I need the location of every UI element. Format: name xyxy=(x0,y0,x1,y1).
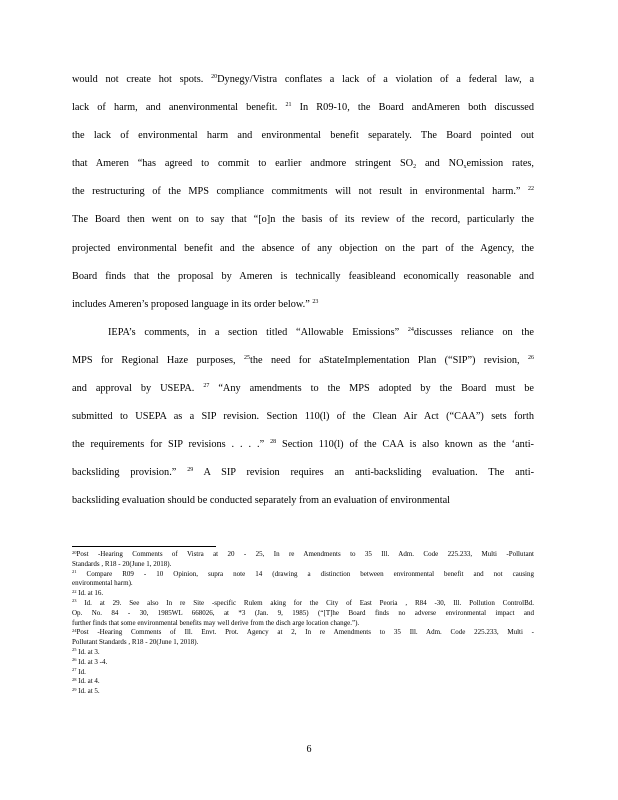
body-line-text: projected environmental benefit and the absence of any objection on the part of the Agency, the xyxy=(72,242,534,254)
footnote-text: Id. at 3 -4. xyxy=(76,657,108,666)
footnote-ref: 26 xyxy=(527,354,534,361)
footnote-text: Id. at 16. xyxy=(76,589,104,598)
footnote-ref: 29 xyxy=(187,467,194,474)
body-line xyxy=(72,403,534,431)
footnote-ref: 28 xyxy=(270,439,277,446)
footnote-line xyxy=(72,687,534,697)
body-line-text: IEPA’s comments, in a section titled “Allowable Emissions” xyxy=(108,326,408,338)
footnote-line xyxy=(72,619,534,629)
footnote-line xyxy=(72,579,534,589)
body-line xyxy=(72,178,534,206)
body-line xyxy=(72,347,534,375)
body-line xyxy=(72,459,534,487)
footnote-line xyxy=(72,560,534,570)
footnote-text: Id. at 5. xyxy=(76,687,100,696)
footnote-ref: 23 xyxy=(312,298,319,305)
footnote-line xyxy=(72,677,534,687)
footnote-text: Id. at 4. xyxy=(76,677,100,686)
footnote xyxy=(72,628,534,648)
body-line-text: and approval by USEPA. xyxy=(72,383,204,395)
footnote-line xyxy=(72,638,534,648)
body-line-text: discusses reliance on the xyxy=(413,326,534,338)
body-line-text: would not create hot spots. xyxy=(72,74,212,85)
footnote-number: 28 xyxy=(72,676,77,682)
footnote-ref: 25 xyxy=(244,354,251,361)
body-line xyxy=(72,122,534,150)
body-line-text: The Board then went on to say that “[o]n the basis of its review of the record, particularly the xyxy=(72,214,534,226)
subscript: 2 xyxy=(413,164,417,171)
footnote-ref: 20 xyxy=(211,74,218,80)
footnote xyxy=(72,668,534,678)
body-line xyxy=(72,375,534,403)
footnote-number: 23 xyxy=(72,598,77,604)
footnote-line xyxy=(72,589,534,599)
footnote-number: 21 xyxy=(72,569,77,575)
body-line-text: In R09-10, the Board andAmeren both discussed xyxy=(291,102,534,114)
footnote-separator xyxy=(72,546,216,547)
body-line-text: MPS for Regional Haze purposes, xyxy=(72,354,245,366)
body-line-text: Dynegy/Vistra conflates a lack of a violation of a federal law, a xyxy=(217,74,535,85)
body-line xyxy=(72,263,534,291)
footnote-line xyxy=(72,628,534,638)
footnote-text: Id. at 29. See also In re Site -specific Rulem aking for the City of East Peoria , R84 -30, Ill. Pollution ControlBd. xyxy=(76,598,534,607)
body-line-text: submitted to USEPA as a SIP revision. Section 110(l) of the Clean Air Act (“CAA”) sets forth xyxy=(72,411,534,423)
footnote-line xyxy=(72,668,534,678)
body-line xyxy=(72,291,534,319)
footnote-text: environmental harm). xyxy=(72,579,133,588)
body-line xyxy=(72,319,534,347)
footnote-number: 25 xyxy=(72,647,77,653)
body-line-text: Section 110(l) of the CAA is also known as the ‘anti- xyxy=(276,439,534,451)
body-line-text: includes Ameren’s proposed language in its order below.” xyxy=(72,298,313,310)
body-line-text: and NO xyxy=(416,158,464,170)
footnote-number: 22 xyxy=(72,588,77,594)
body-line xyxy=(72,94,534,122)
footnote xyxy=(72,570,534,590)
footnote-line xyxy=(72,570,534,580)
body-line xyxy=(72,206,534,234)
body-line-text: emission rates, xyxy=(466,158,535,170)
footnote-ref: 24 xyxy=(407,326,414,333)
footnote-text: Id. at 3. xyxy=(76,647,100,656)
subscript: x xyxy=(463,164,467,171)
footnote-number: 29 xyxy=(72,686,77,692)
footnote-line xyxy=(72,609,534,619)
footnote-number: 27 xyxy=(72,667,77,673)
footnote-number: 20 xyxy=(72,549,77,555)
footnotes xyxy=(72,550,534,697)
body-line-text: the requirements for SIP revisions . . . .” xyxy=(72,439,271,451)
footnote xyxy=(72,687,534,697)
footnote xyxy=(72,677,534,687)
footnote-number: 26 xyxy=(72,657,77,663)
body-line-text: Board finds that the proposal by Ameren is technically feasibleand economically reasonable and xyxy=(72,270,534,282)
body-line-text: backsliding provision.” xyxy=(72,467,188,479)
body-line-text: the restructuring of the MPS compliance commitments will not result in environmental harm.” xyxy=(72,186,528,198)
body-line xyxy=(72,66,534,94)
body-line xyxy=(72,431,534,459)
body-line-text: A SIP revision requires an anti-backsliding evaluation. The anti- xyxy=(193,467,534,479)
footnote-ref: 22 xyxy=(528,186,534,193)
footnote xyxy=(72,589,534,599)
footnote-line xyxy=(72,599,534,609)
footnote xyxy=(72,648,534,658)
footnote-text: Id. xyxy=(76,667,86,676)
body-line-text: that Ameren “has agreed to commit to earlier andmore stringent SO xyxy=(72,158,414,170)
body-text xyxy=(72,66,534,516)
footnote xyxy=(72,658,534,668)
body-line-text: the lack of environmental harm and environmental benefit separately. The Board pointed out xyxy=(72,130,534,142)
footnote-text: Post -Hearing Comments of Ill. Envt. Prot. Agency at 2, In re Amendments to 35 Ill. Adm. Code 225.233, Multi - xyxy=(76,628,534,637)
footnote-text: further finds that some environmental benefits may well derive from the disch arge location change.”). xyxy=(72,618,360,627)
footnote-line xyxy=(72,658,534,668)
body-line xyxy=(72,150,534,178)
body-line xyxy=(72,487,534,515)
body-line-text: “Any amendments to the MPS adopted by the Board must be xyxy=(209,383,534,395)
footnote-text: Standards , R18 - 20(June 1, 2018). xyxy=(72,559,172,568)
page-number: 6 xyxy=(306,744,312,755)
footnote xyxy=(72,550,534,570)
footnote-text: Pollutant Standards , R18 - 20(June 1, 2018). xyxy=(72,638,199,647)
footnote-text: Compare R09 - 10 Opinion, supra note 14 (drawing a distinction between environmental benefit and not causing xyxy=(76,569,534,578)
body-line-text: backsliding evaluation should be conducted separately from an evaluation of environmental xyxy=(72,495,451,507)
footnote-number: 24 xyxy=(72,627,77,633)
footnote-text: Post -Hearing Comments of Vistra at 20 - 25, In re Amendments to 35 Ill. Adm. Code 225.233, Multi -Pollutant xyxy=(76,550,534,558)
footnote-ref: 21 xyxy=(285,102,292,109)
body-line-text: lack of harm, and anenvironmental benefit. xyxy=(72,102,286,114)
footnote-ref: 27 xyxy=(203,383,210,390)
footnote-line xyxy=(72,648,534,658)
body-line-text: the need for aStateImplementation Plan (“SIP”) revision, xyxy=(250,354,528,366)
footnote-text: Op. No. 84 - 30, 1985WL 668026, at *3 (Jan. 9, 1985) (“[T]he Board finds no adverse environmental impact and xyxy=(72,608,534,617)
footnote-line xyxy=(72,550,534,560)
footnote xyxy=(72,599,534,628)
body-line xyxy=(72,235,534,263)
